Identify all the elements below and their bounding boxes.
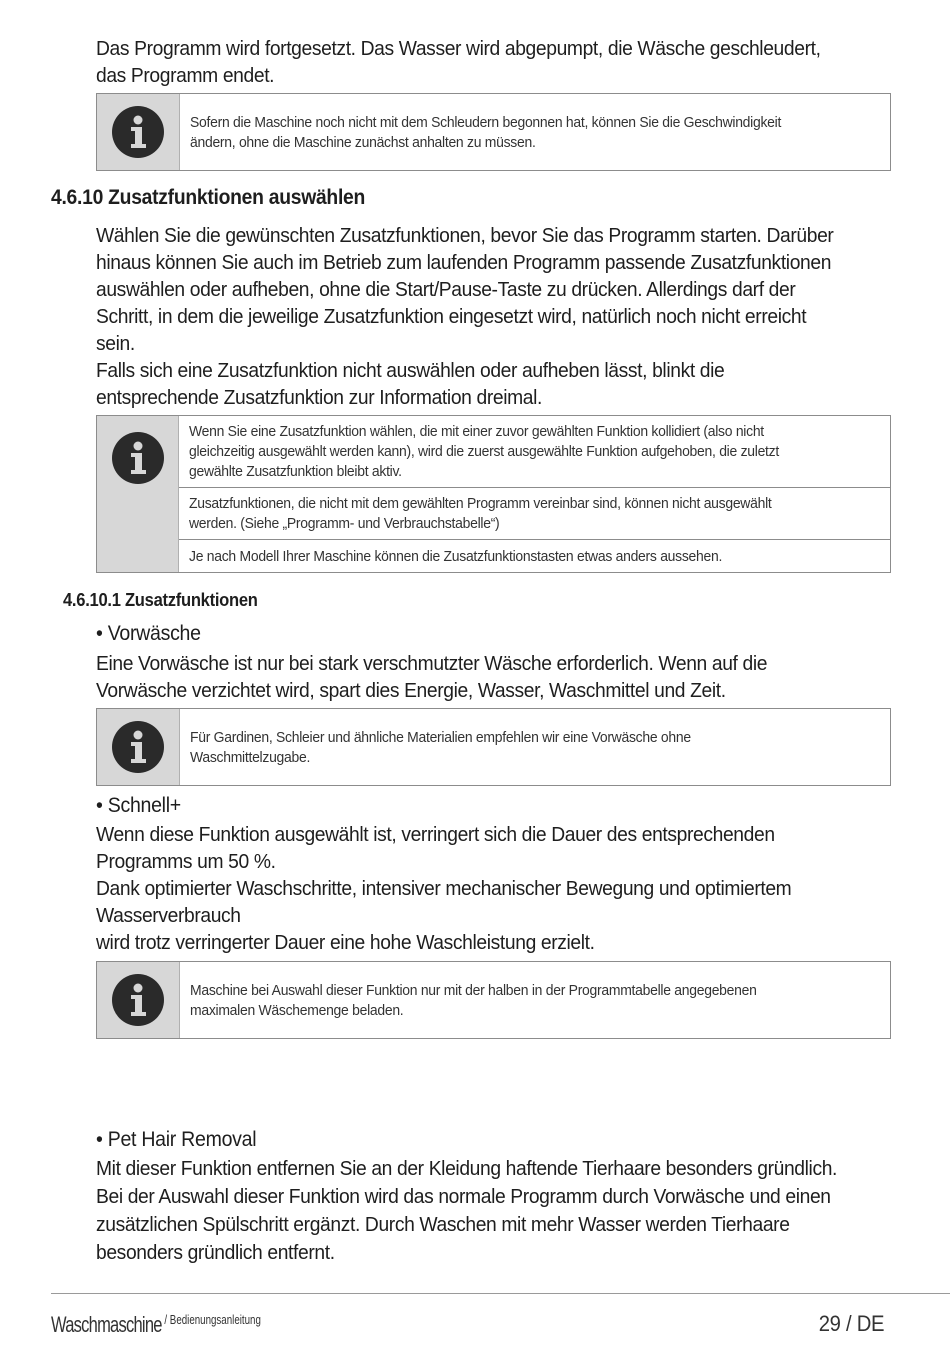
text-line: entsprechende Zusatzfunktion zur Information dreimal.	[96, 386, 543, 409]
text-line: Wenn diese Funktion ausgewählt ist, verringert sich die Dauer des entsprechenden	[96, 823, 775, 846]
feature-title: • Vorwäsche	[96, 622, 201, 645]
info-line: Wenn Sie eine Zusatzfunktion wählen, die mit einer zuvor gewählten Funktion kollidiert (also nicht	[189, 423, 764, 440]
feature-title: • Schnell+	[96, 794, 181, 817]
info-line: ändern, ohne die Maschine zunächst anhalten zu müssen.	[190, 133, 536, 151]
info-box	[96, 708, 891, 786]
text-line: Programms um 50 %.	[96, 850, 276, 873]
text-line: zusätzlichen Spülschritt ergänzt. Durch Waschen mit mehr Wasser werden Tierhaare	[96, 1213, 790, 1236]
text-line: wird trotz verringerter Dauer eine hohe Waschleistung erzielt.	[96, 931, 595, 954]
feature-paragraph	[96, 821, 848, 956]
text-line: sein.	[96, 332, 135, 355]
text-line: auswählen oder aufheben, ohne die Start/Pause-Taste zu drücken. Allerdings darf der	[96, 278, 796, 301]
info-icon	[112, 974, 164, 1026]
info-icon	[112, 432, 164, 484]
text-line: Wählen Sie die gewünschten Zusatzfunktionen, bevor Sie das Programm starten. Darüber	[96, 224, 834, 247]
info-box-sidebar	[97, 709, 180, 785]
info-line: Maschine bei Auswahl dieser Funktion nur mit der halben in der Programmtabelle angegebenen	[190, 981, 757, 999]
footer-subtitle: / Bedienungsanleitung	[161, 1312, 261, 1327]
text-line: hinaus können Sie auch im Betrieb zum laufenden Programm passende Zusatzfunktionen	[96, 251, 832, 274]
section-paragraph	[96, 222, 848, 411]
info-icon	[112, 106, 164, 158]
info-line: Zusatzfunktionen, die nicht mit dem gewählten Programm vereinbar sind, können nicht ausgewählt	[189, 495, 772, 512]
info-box-sidebar	[97, 416, 179, 572]
info-box-sidebar	[97, 94, 180, 170]
text-line: Das Programm wird fortgesetzt. Das Wasser wird abgepumpt, die Wäsche geschleudert,	[96, 37, 821, 60]
info-line: werden. (Siehe „Programm- und Verbrauchstabelle“)	[189, 515, 500, 532]
text-line: Mit dieser Funktion entfernen Sie an der Kleidung haftende Tierhaare besonders gründlich.	[96, 1157, 838, 1180]
info-icon	[112, 721, 164, 773]
info-line: Sofern die Maschine noch nicht mit dem Schleudern begonnen hat, können Sie die Geschwindigkeit	[190, 113, 782, 131]
intro-paragraph	[96, 35, 848, 89]
info-row	[180, 94, 890, 170]
text-line: Bei der Auswahl dieser Funktion wird das normale Programm durch Vorwäsche und einen	[96, 1185, 831, 1208]
info-line: gewählte Zusatzfunktion bleibt aktiv.	[189, 463, 402, 480]
footer-product: Waschmaschine	[51, 1312, 162, 1337]
info-box-sidebar	[97, 962, 180, 1038]
info-box	[96, 961, 891, 1039]
subsection-heading: 4.6.10.1 Zusatzfunktionen	[63, 590, 258, 610]
text-line: Vorwäsche verzichtet wird, spart dies Energie, Wasser, Waschmittel und Zeit.	[96, 679, 726, 702]
info-line: gleichzeitig ausgewählt werden kann), wird die zuerst ausgewählte Funktion aufgehoben, die zuletzt	[189, 443, 779, 460]
text-line: Schritt, in dem die jeweilige Zusatzfunktion eingesetzt wird, natürlich noch nicht erreicht	[96, 305, 807, 328]
text-line: besonders gründlich entfernt.	[96, 1241, 335, 1264]
info-row	[180, 962, 890, 1038]
footer-title	[51, 1312, 261, 1338]
feature-title: • Pet Hair Removal	[96, 1128, 257, 1151]
info-row	[180, 709, 890, 785]
info-line: maximalen Wäschemenge beladen.	[190, 1001, 404, 1019]
text-line: Eine Vorwäsche ist nur bei stark verschmutzter Wäsche erforderlich. Wenn auf die	[96, 652, 768, 675]
info-line: Je nach Modell Ihrer Maschine können die Zusatzfunktionstasten etwas anders aussehen.	[189, 548, 723, 565]
info-box	[96, 93, 891, 171]
info-line: Für Gardinen, Schleier und ähnliche Materialien empfehlen wir eine Vorwäsche ohne	[190, 728, 691, 746]
info-row	[179, 540, 890, 573]
page-number: 29 / DE	[818, 1311, 884, 1336]
text-line: Wasserverbrauch	[96, 904, 241, 927]
text-line: das Programm endet.	[96, 64, 275, 87]
section-heading: 4.6.10 Zusatzfunktionen auswählen	[51, 186, 366, 209]
info-line: Waschmittelzugabe.	[190, 748, 311, 766]
text-line: Dank optimierter Waschschritte, intensiver mechanischer Bewegung und optimiertem	[96, 877, 792, 900]
info-box	[96, 415, 891, 573]
info-row	[179, 488, 890, 540]
text-line: Falls sich eine Zusatzfunktion nicht auswählen oder aufheben lässt, blinkt die	[96, 359, 725, 382]
feature-paragraph	[96, 650, 848, 704]
footer-divider	[51, 1293, 950, 1294]
feature-paragraph	[96, 1155, 848, 1267]
info-row	[179, 416, 890, 488]
